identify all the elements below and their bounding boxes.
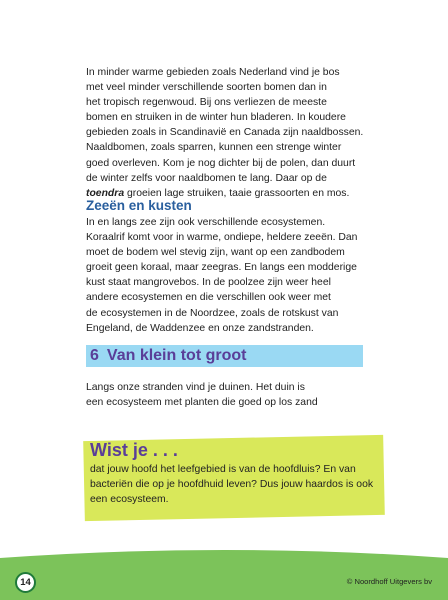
text-line: Koraalrif komt voor in warme, ondiepe, heldere zeeën. Dan	[86, 232, 358, 244]
text-line: In en langs zee zijn ook verschillende ecosystemen.	[86, 217, 326, 228]
paragraph-forests	[86, 65, 376, 201]
text-fragment: groeien lage struiken, taaie grassoorten en mos.	[124, 187, 350, 199]
text-line: goed overleven. Kom je nog dichter bij de polen, dan duurt	[86, 157, 356, 169]
text-line: kust staat mangrovebos. In de poolzee zijn weer heel	[86, 277, 331, 289]
text-line: Naaldbomen, zoals sparren, kunnen een strenge winter	[86, 142, 342, 154]
text-line: groeit geen koraal, maar zeegras. En langs een modderige	[86, 262, 357, 274]
wist-je-text	[90, 462, 382, 507]
chapter-title-text: Van klein tot groot	[106, 347, 247, 364]
text-line: een ecosysteem.	[90, 494, 169, 506]
section-heading: Zeeën en kusten	[86, 198, 192, 213]
copyright-notice: © Noordhoff Uitgevers bv	[346, 577, 432, 586]
wist-je-title: Wist je . . .	[90, 440, 178, 460]
text-line: de ecosystemen in de Noordzee, zoals de rotskust van	[86, 307, 339, 319]
footer-wave	[0, 548, 448, 600]
text-line: Langs onze stranden vind je duinen. Het duin is	[86, 382, 305, 393]
text-line: Engeland, de Waddenzee en onze zandstranden.	[86, 322, 314, 334]
text-line: een ecosysteem met planten die goed op los zand	[86, 397, 318, 409]
emphasized-term: toendra	[86, 187, 125, 199]
text-line: bacteriën die op je hoofdhuid leven? Dus jouw haardos is ook	[90, 479, 374, 491]
paragraph-seas	[86, 215, 376, 336]
text-line: andere ecosystemen en die verschillen ook weer met	[86, 292, 331, 304]
text-line: met veel minder verschillende soorten bomen dan in	[86, 82, 327, 94]
text-line: In minder warme gebieden zoals Nederland vind je bos	[86, 67, 340, 78]
text-line: gebieden zoals in Scandinavië en Canada zijn naaldbossen.	[86, 127, 364, 139]
text-line: het tropisch regenwoud. Bij ons verliezen de meeste	[86, 97, 327, 109]
text-line: dat jouw hoofd het leefgebied is van de hoofdluis? En van	[90, 464, 356, 475]
text-line: moet de bodem wel stevig zijn, want op een zandbodem	[86, 247, 345, 259]
text-line: bomen en struiken in de winter hun bladeren. In koudere	[86, 112, 346, 124]
paragraph-dunes	[86, 380, 376, 410]
chapter-title	[90, 345, 246, 367]
chapter-number: 6	[90, 347, 99, 364]
text-line: de winter zelfs voor naaldbomen te lang. Daar op de	[86, 172, 327, 184]
page-number: 14	[15, 572, 36, 593]
